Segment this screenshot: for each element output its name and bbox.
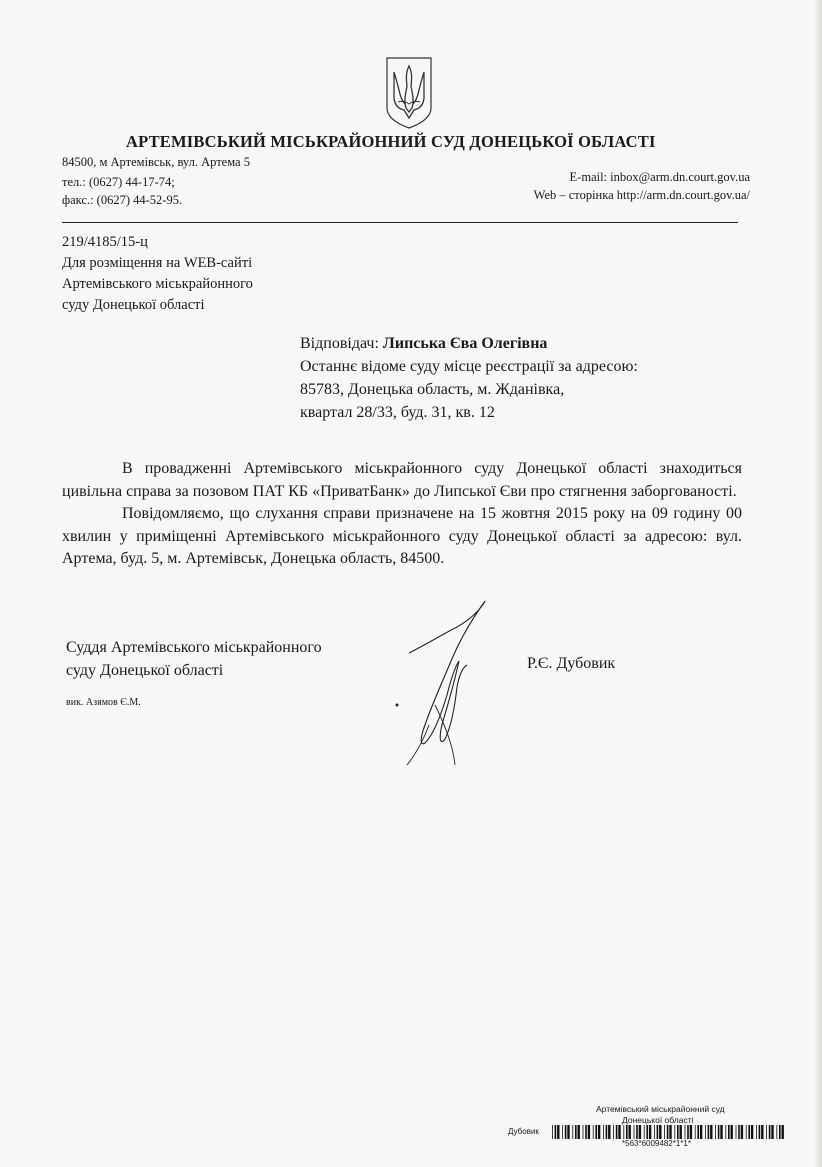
reference-line: суду Донецької області (62, 297, 205, 313)
barcode-bars (552, 1125, 784, 1139)
header-divider (62, 222, 738, 223)
recipient-address-line: 85783, Донецька область, м. Жданівка, (300, 381, 565, 398)
court-address: 84500, м Артемівськ, вул. Артема 5 (62, 155, 250, 169)
barcode-signer: Дубовик (508, 1127, 539, 1136)
reference-block (62, 232, 253, 316)
barcode-stamp (508, 1104, 788, 1154)
court-fax: факс.: (0627) 44-52-95. (62, 193, 183, 207)
reference-line: Для розміщення на WEB-сайті (62, 255, 253, 271)
court-phone: тел.: (0627) 44-17-74; (62, 175, 175, 189)
recipient-address-line: Останнє відоме суду місце реєстрації за адресою: (300, 358, 638, 375)
barcode-region: Донецької області (622, 1115, 694, 1125)
body-paragraph: В провадженні Артемівського міськрайонного суду Донецької області знаходиться цивільна справа за позовом ПАТ КБ «ПриватБанк» до Липської Єви про стягнення заборгованості. (62, 460, 742, 500)
trident-emblem-icon (384, 56, 434, 130)
judge-title-line: Суддя Артемівського міськрайонного (66, 639, 322, 656)
recipient-block (300, 332, 638, 424)
court-name: АРТЕМІВСЬКИЙ МІСЬКРАЙОННИЙ СУД ДОНЕЦЬКОЇ ОБЛАСТІ (126, 132, 656, 151)
barcode-code: *563*6009482*1*1* (622, 1139, 691, 1148)
recipient-name: Липська Єва Олегівна (382, 335, 548, 352)
page-edge-shadow (814, 0, 822, 1167)
court-email: E-mail: inbox@arm.dn.court.gov.ua (569, 170, 750, 184)
case-number: 219/4185/15-ц (62, 234, 148, 250)
barcode-court: Артемівський міськрайонний суд (596, 1104, 725, 1114)
judge-name: Р.Є. Дубовик (527, 655, 616, 672)
court-website: Web – сторінка http://arm.dn.court.gov.ua/ (533, 188, 750, 202)
notice-body (62, 458, 742, 571)
judge-title-line: суду Донецької області (66, 662, 224, 679)
reference-line: Артемівського міськрайонного (62, 276, 253, 292)
handwritten-signature (385, 575, 495, 775)
recipient-address-line: квартал 28/33, буд. 31, кв. 12 (300, 404, 495, 421)
body-paragraph: Повідомляємо, що слухання справи призначене на 15 жовтня 2015 року на 09 годину 00 хвилин у приміщенні Артемівського міськрайонного суду Донецької області за адресою: вул. Артема, буд. 5, м. Артемівськ, Донецька область, 84500. (62, 505, 742, 567)
judge-title (66, 636, 322, 682)
recipient-label: Відповідач: (300, 335, 379, 352)
executor-name: вик. Азямов Є.М. (66, 697, 141, 708)
